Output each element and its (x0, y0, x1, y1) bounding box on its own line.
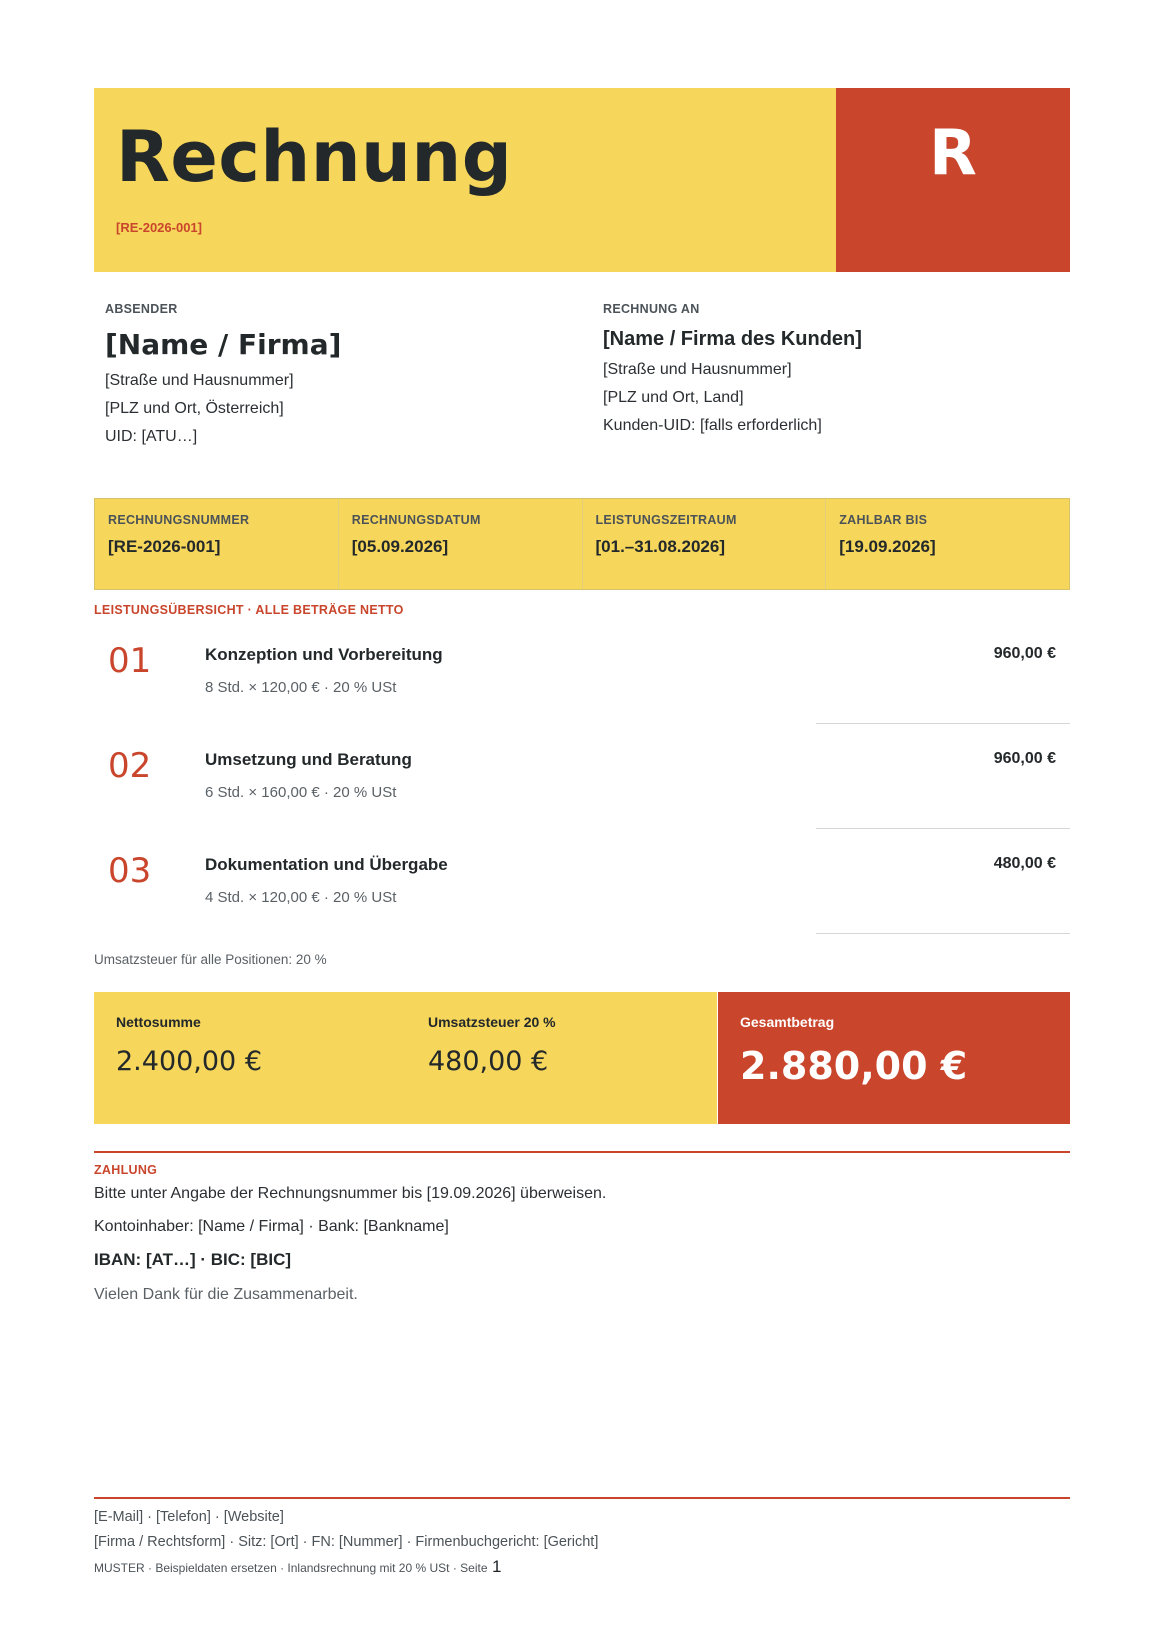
totals-band (94, 992, 1070, 1124)
payment-iban-bic: IBAN: [AT…] · BIC: [BIC] (94, 1249, 292, 1269)
meta-due-date (826, 499, 1069, 589)
list-item (94, 619, 1070, 724)
meta-service-period (583, 499, 827, 589)
tax-note: Umsatzsteuer für alle Positionen: 20 % (94, 952, 327, 967)
net-total-value: 2.400,00 € (116, 1046, 262, 1077)
meta-value: [19.09.2026] (839, 537, 936, 556)
invoice-page (94, 88, 1070, 1304)
footer-note-row (94, 1557, 1070, 1577)
totals-net-panel (94, 992, 717, 1124)
gross-total-label: Gesamtbetrag (740, 1014, 835, 1030)
parties-section (94, 272, 1070, 498)
item-divider (816, 933, 1070, 934)
meta-value: [01.–31.08.2026] (595, 537, 725, 556)
recipient-label: RECHNUNG AN (603, 302, 700, 316)
net-total-label: Nettosumme (116, 1014, 201, 1030)
item-amount: 960,00 € (993, 645, 1056, 662)
item-number: 02 (108, 746, 152, 786)
header-invoice-ref: [RE-2026-001] (116, 220, 202, 235)
list-item (94, 829, 1070, 934)
page-title: Rechnung (116, 116, 513, 198)
invoice-header (94, 88, 1070, 272)
sender-vat-id: UID: [ATU…] (105, 428, 198, 445)
footer-company: [Firma / Rechtsform] · Sitz: [Ort] · FN: [Nummer] · Firmenbuchgericht: [Gericht] (94, 1533, 599, 1550)
tax-total-value: 480,00 € (428, 1046, 549, 1077)
recipient-vat-id: Kunden-UID: [falls erforderlich] (603, 417, 822, 434)
payment-section (94, 1151, 1070, 1304)
line-items (94, 619, 1070, 934)
payment-label: ZAHLUNG (94, 1162, 158, 1177)
item-detail: 4 Std. × 120,00 € · 20 % USt (205, 889, 397, 906)
meta-label: LEISTUNGSZEITRAUM (595, 513, 737, 527)
footer-note: MUSTER · Beispieldaten ersetzen · Inlandsrechnung mit 20 % USt · Seite (94, 1560, 488, 1575)
meta-value: [05.09.2026] (351, 537, 449, 556)
item-title: Dokumentation und Übergabe (205, 855, 448, 874)
footer-contact: [E-Mail] · [Telefon] · [Website] (94, 1508, 284, 1525)
recipient-city: [PLZ und Ort, Land] (603, 389, 744, 406)
meta-invoice-number (95, 499, 339, 589)
payment-account: Kontoinhaber: [Name / Firma] · Bank: [Bankname] (94, 1217, 449, 1235)
meta-value: [RE-2026-001] (108, 537, 221, 556)
item-number: 03 (108, 851, 152, 891)
totals-gross-panel (717, 992, 1070, 1124)
payment-instruction: Bitte unter Angabe der Rechnungsnummer bis [19.09.2026] überweisen. (94, 1184, 607, 1202)
item-title: Konzeption und Vorbereitung (205, 645, 443, 664)
recipient-address (603, 356, 822, 440)
page-number: 1 (491, 1556, 502, 1576)
footer-divider (94, 1497, 1070, 1499)
item-amount: 960,00 € (993, 750, 1056, 767)
sender-street: [Straße und Hausnummer] (105, 372, 294, 389)
meta-invoice-date (339, 499, 583, 589)
sender-name: [Name / Firma] (105, 328, 342, 361)
item-number: 01 (108, 641, 152, 681)
sender-city: [PLZ und Ort, Österreich] (105, 400, 284, 417)
item-detail: 8 Std. × 120,00 € · 20 % USt (205, 679, 397, 696)
payment-divider (94, 1151, 1070, 1153)
logo-panel (836, 88, 1070, 272)
logo-letter: R (929, 116, 977, 189)
thanks-note: Vielen Dank für die Zusammenarbeit. (94, 1285, 358, 1303)
tax-total-label: Umsatzsteuer 20 % (428, 1014, 556, 1030)
invoice-meta-band (94, 498, 1070, 590)
sender-label: ABSENDER (105, 302, 178, 316)
meta-label: RECHNUNGSNUMMER (108, 513, 250, 527)
recipient-name: [Name / Firma des Kunden] (603, 328, 862, 350)
item-detail: 6 Std. × 160,00 € · 20 % USt (205, 784, 397, 801)
header-title-panel (94, 88, 836, 272)
gross-total-value: 2.880,00 € (740, 1044, 968, 1088)
list-item (94, 724, 1070, 829)
items-section-label: LEISTUNGSÜBERSICHT · ALLE BETRÄGE NETTO (94, 603, 404, 617)
recipient-street: [Straße und Hausnummer] (603, 361, 792, 378)
sender-address (105, 367, 294, 451)
meta-label: RECHNUNGSDATUM (351, 513, 481, 527)
item-amount: 480,00 € (993, 855, 1056, 872)
meta-label: ZAHLBAR BIS (839, 513, 928, 527)
page-footer (94, 1497, 1070, 1577)
item-title: Umsetzung und Beratung (205, 750, 412, 769)
